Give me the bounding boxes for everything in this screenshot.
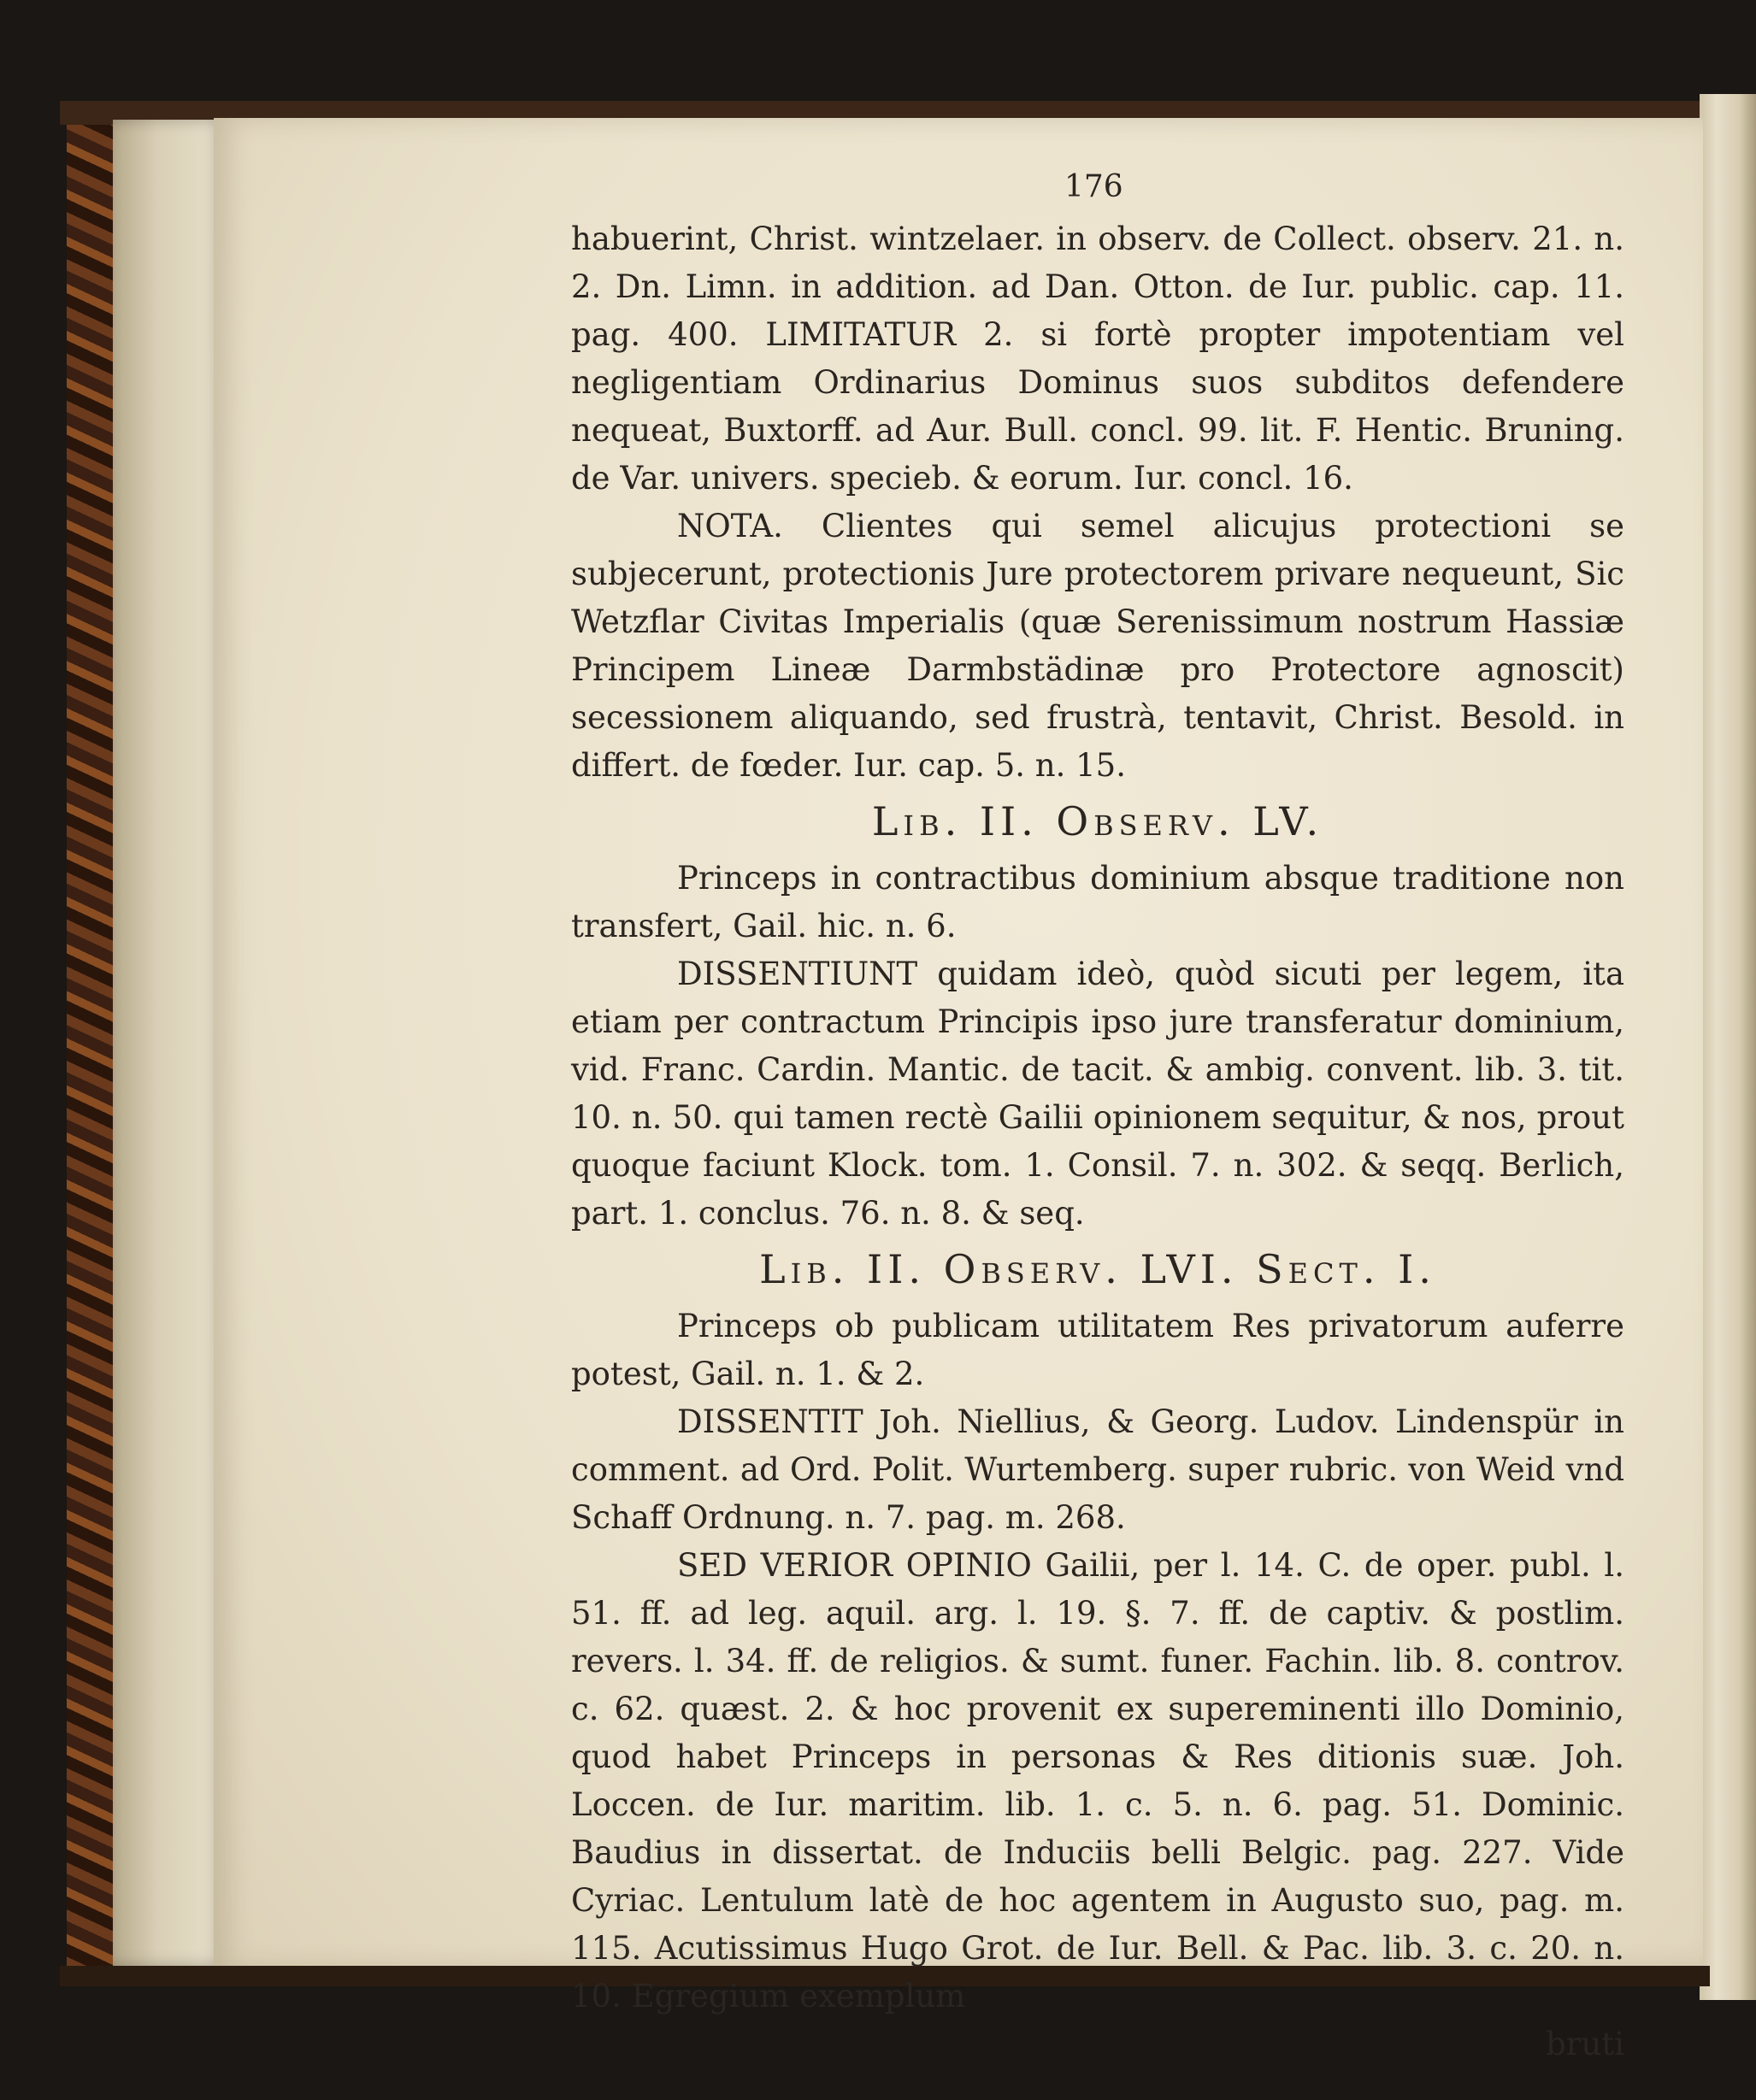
paragraph-55-dissentiunt: DISSENTIUNT quidam ideò, quòd sicuti per legem, ita etiam per contractum Principis ipso jure transferatur dominium, vid. Franc. Cardin. Mantic. de tacit. & ambig. convent. lib. 3. tit. 10. n. 50. qui tamen rectè Gailii opinionem sequitur, & nos, prout quoque faciunt Klock. tom. 1. Consil. 7. n. 302. & seqq. Berlich, part. 1. conclus. 76. n. 8. & seq. [571,956,1624,1232]
heading-observ-56: Lib. II. Observ. LVI. Sect. I. [759,1246,1436,1292]
paragraph-56-sed-verior: SED VERIOR OPINIO Gailii, per l. 14. C. de oper. publ. l. 51. ff. ad leg. aquil. arg. l. 19. §. 7. ff. de captiv. & postlim. revers. l. 34. ff. de religios. & sumt. funer. Fachin. lib. 8. controv. c. 62. quæst. 2. & hoc provenit ex supereminenti illo Dominio, quod habet Princeps in personas & Res ditionis suæ. Joh. Loccen. de Iur. maritim. lib. 1. c. 5. n. 6. pag. 51. Dominic. Baudius in dissertat. de Induciis belli Belgic. pag. 227. Vide Cyriac. Lentulum latè de hoc agentem in Augusto suo, pag. m. 115. Acutissimus Hugo Grot. de Iur. Bell. & Pac. lib. 3. c. 20. n. 10. Egregium exemplum [571,1547,1624,2015]
text-block [571,162,1624,2068]
paragraph-nota: NOTA. Clientes qui semel alicujus protectioni se subjecerunt, protectionis Jure protectorem privare nequeunt, Sic Wetzflar Civitas Imperialis (quæ Serenissimum nostrum Hassiæ Principem Lineæ Darmbstädinæ pro Protectore agnoscit) secessionem aliquando, sed frustrà, tentavit, Christ. Besold. in differt. de fœder. Iur. cap. 5. n. 15. [571,508,1624,784]
catchword: bruti [1546,2026,1624,2062]
paragraph-56-dissentit: DISSENTIT Joh. Niellius, & Georg. Ludov. Lindenspür in comment. ad Ord. Polit. Wurtemberg. super rubric. von Weid vnd Schaff Ordnung. n. 7. pag. m. 268. [571,1403,1624,1536]
heading-observ-55: Lib. II. Observ. LV. [871,798,1324,844]
page-stack-edge [113,120,224,1966]
page-number: 176 [1064,169,1123,204]
facing-page-edge [1700,94,1756,2000]
marbled-board-edge [67,109,118,1981]
paragraph-continuation: habuerint, Christ. wintzelaer. in observ. de Collect. observ. 21. n. 2. Dn. Limn. in addition. ad Dan. Otton. de Iur. public. cap. 11. pag. 400. LIMITATUR 2. si fortè propter impotentiam vel negligentiam Ordinarius Dominus suos subditos defendere nequeat, Buxtorff. ad Aur. Bull. concl. 99. lit. F. Hentic. Bruning. de Var. univers. specieb. & eorum. Iur. concl. 16. [571,221,1624,497]
paragraph-55-thesis: Princeps in contractibus dominium absque traditione non transfert, Gail. hic. n. 6. [571,860,1624,944]
paragraph-56-thesis: Princeps ob publicam utilitatem Res privatorum auferre potest, Gail. n. 1. & 2. [571,1308,1624,1392]
